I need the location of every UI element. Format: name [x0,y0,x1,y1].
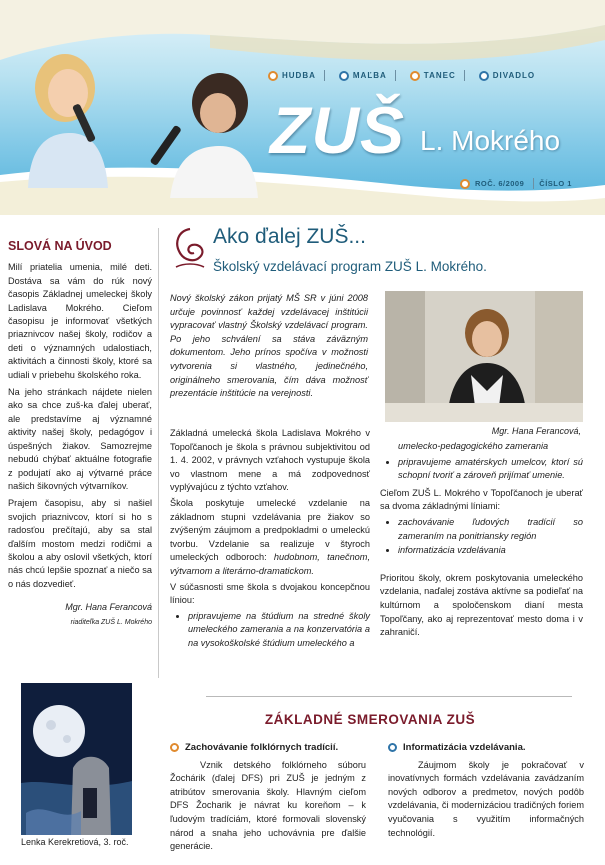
issue-year: ROČ. 6/2009 [475,179,525,188]
article-column-left [170,427,370,655]
photo-caption: Mgr. Hana Ferancová, [491,426,581,436]
singing-boy-image [150,68,260,198]
list-item: • pripravujeme na štúdium na stredné školy umeleckého zamerania a na konzervatória a na vysokoškolské štúdium umeleckého a [188,610,370,651]
nav-item-divadlo[interactable]: DIVADLO [479,70,535,81]
list-item: • zachovávanie ľudových tradícií so zameraním na ponitriansky región [398,516,583,543]
nav-item-hudba[interactable]: HUDBA [268,70,325,81]
list-continuation: umelecko-pedagogického zamerania [398,441,549,451]
moon-painting-image [21,683,132,835]
informatization-heading: Informatizácia vzdelávania. [388,741,584,755]
column-divider [158,228,159,678]
singing-girl-image [10,48,110,198]
brand-title: ZUŠ [270,93,405,167]
intro-column [8,240,152,629]
director-photo-image [385,291,583,422]
divider [395,70,396,81]
concept-list [380,456,583,483]
list-item: • pripravujeme amatérskych umelcov, ktorí sú schopní tvoriť a zároveň prijímať umenie. [398,456,583,483]
nav-item-tanec[interactable]: TANEC [410,70,465,81]
article-paragraph: Prioritou školy, okrem poskytovania umeleckého vzdelania, naďalej zostáva aktívne sa podieľať na kultúrnom a spoločenskom dianí mesta Topoľčany, ako aj reprezentovať mesto doma i v zahraničí. [380,572,583,638]
informatization-block [388,741,584,840]
masthead [0,0,605,215]
divider [533,178,534,189]
bullet-icon [339,71,349,81]
article-lead: Nový školský zákon prijatý MŠ SR v júni 2008 určuje povinnosť každej vzdelávacej inštitúcii vypracovať vlastný Školský vzdelávací program. Po jeho schválení sa stáva záväzným dokumentom. Jeho prínos spočíva v možnosti vytvorenia si vlastného, jedinečného, originálneho smerovania, čím dáva možnosť prezentácie inštitúcie na verejnosti. [170,293,368,399]
section-divider [206,696,572,697]
intro-paragraph: Prajem časopisu, aby si našiel svojich priaznivcov, ktorí si ho s radosťou prečítajú, aby sa stal ďalším mostom medzi rodičmi a školou a aby oslovil všetkých, ktorí nás chcú lepšie spoznať a niečo sa o nás dozvedieť. [8,498,152,589]
signature-role: riaditeľka ZUŠ L. Mokrého [70,618,152,626]
goals-list [380,516,583,558]
issue-number: ČÍSLO 1 [539,179,572,188]
intro-title: SLOVÁ NA ÚVOD [8,239,112,253]
article-paragraph: Škola poskytuje umelecké vzdelanie na základnom stupni vzdelávania pre žiakov so zvýšeným záujmom a predpokladmi o umeleckú tvorbu. Vzdelanie sa realizuje v štyroch umeleckých odboroch: hudobnom, tanečnom, výtvarnom a literárno-dramatickom. [170,497,370,576]
article-paragraph: Základná umelecká škola Ladislava Mokrého v Topoľčanoch je škola s právnou subjektivitou od 1. 4. 2002, v právnych vzťahoch vystupuje škola vo vlastnom mene a má zodpovednosť vyplývajúcu z týchto vzťahov. [170,428,370,493]
arts-nav [268,70,535,81]
folklore-text: Vznik detského folklórneho súboru Žochárik (ďalej DFS) pri ZUŠ je jedným z atribútov smerovania školy. Hlavným cieľom DFS Žocharik je návrat ku koreňom – k ľudovým tradíciám, ktoré formovali slovenský národ a snaha jeho uchovávnia pre ďalšie generácie. [170,759,366,852]
signature: Mgr. Hana Ferancová [65,602,152,613]
bullet-icon [460,179,470,189]
painting-caption: Lenka Kerekretiová, 3. roč. [21,837,129,847]
intro-paragraph: Na jeho stránkach nájdete nielen ako sa chce zuš-ka ďalej uberať, ale predstavíme aj významné aktivity našej školy, pedagógov i úspešných žiakov. Samozrejme nebudú chýbať aktuálne fotografie z podujatí ako aj výtvarné práce našich šikovných výtvarníkov. [8,387,152,491]
article-paragraph: V súčasnosti sme škola s dvojakou koncepčnou líniou: [170,581,370,606]
folklore-heading: Zachovávanie folklórnych tradícií. [170,741,366,755]
nav-item-malba[interactable]: MAĽBA [339,70,396,81]
list-item: • informatizácia vzdelávania [398,544,583,558]
informatization-text: Záujmom školy je pokračovať v inovatívnych formách vzdelávania zavádzaním nových odborov a predmetov, nových podôb vzdelávania, či modernizáciou tradičných foriem vyučovania s využitím informačných technológií. [388,759,584,838]
article-paragraph: Cieľom ZUŠ L. Mokrého v Topoľčanoch je uberať sa dvoma základnými líniami: [380,487,583,512]
article-title: Ako ďalej ZUŠ... [213,225,366,248]
bullet-icon [388,743,397,752]
school-logo-icon [170,223,210,271]
bullet-icon [479,71,489,81]
divider [324,70,325,81]
issue-info [460,178,572,189]
brand-subtitle: L. Mokrého [420,125,561,156]
bullet-icon [268,71,278,81]
concept-list [170,610,370,651]
folklore-block [170,741,366,854]
intro-paragraph: Milí priatelia umenia, milé deti. Dostáva sa vám do rúk nový časopis Základnej umeleckej školy Ladislava Mokrého. Cieľom časopisu je informovať všetkých priaznivcov našej školy, rodičov a deti o významných udalostiach, aktivitách a činnosti školy, ktoré sa udiali v priebehu školského roka. [8,262,152,380]
section-title: ZÁKLADNÉ SMEROVANIA ZUŠ [264,712,476,727]
divider [464,70,465,81]
article-subtitle: Školský vzdelávací program ZUŠ L. Mokrého. [213,259,487,274]
bullet-icon [170,743,179,752]
bullet-icon [410,71,420,81]
article-column-right [380,440,583,642]
